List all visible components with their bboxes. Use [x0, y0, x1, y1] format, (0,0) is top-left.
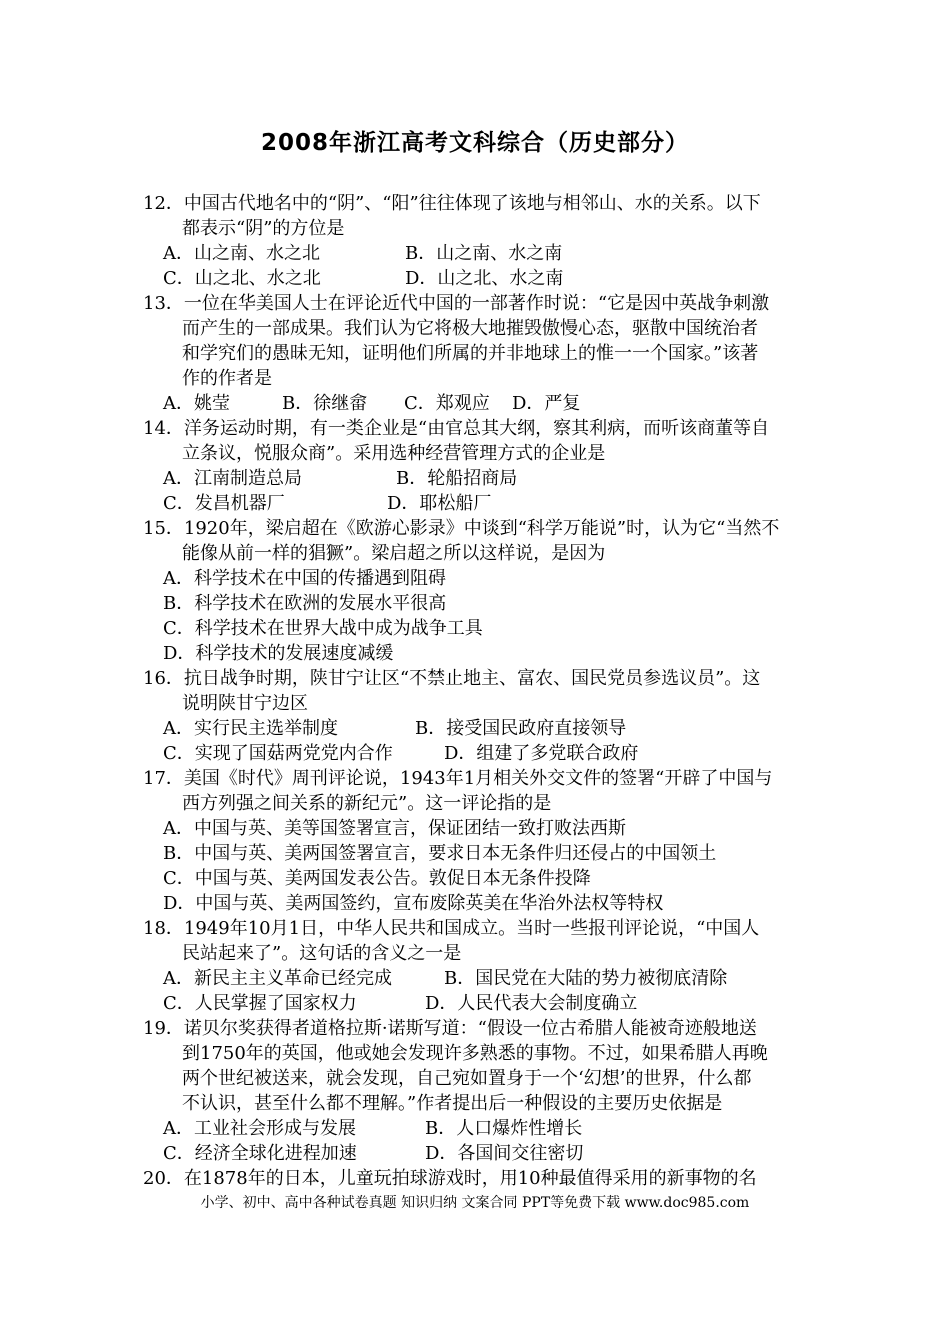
answer-option: D．科学技术的发展速度减缓	[163, 643, 394, 664]
question-stem-continued: 和学究们的愚昧无知，证明他们所属的并非地球上的惟一一个国家。”该著	[182, 343, 759, 364]
answer-option: C．实现了国菇两党党内合作	[163, 743, 393, 764]
question-stem: 19．诺贝尔奖获得者道格拉斯·诺斯写道：“假设一位古希腊人能被奇迹般地送	[143, 1018, 757, 1039]
question-stem-continued: 作的作者是	[182, 368, 272, 389]
answer-option: B．中国与英、美两国签署宣言，要求日本无条件归还侵占的中国领土	[163, 843, 717, 864]
answer-option: A．山之南、水之北	[163, 243, 320, 264]
answer-option: C．经济全球化进程加速	[163, 1143, 357, 1164]
answer-option: A．中国与英、美等国签署宣言，保证团结一致打败法西斯	[163, 818, 626, 839]
question-stem-continued: 都表示“阴”的方位是	[182, 218, 345, 239]
question-stem-continued: 不认识，甚至什么都不理解。”作者提出后一种假设的主要历史依据是	[182, 1093, 723, 1114]
answer-option: C．中国与英、美两国发表公告。敦促日本无条件投降	[163, 868, 591, 889]
answer-option: A．科学技术在中国的传播遇到阻碍	[163, 568, 446, 589]
answer-option: B．科学技术在欧洲的发展水平很高	[163, 593, 447, 614]
answer-option: C．科学技术在世界大战中成为战争工具	[163, 618, 483, 639]
question-stem-continued: 西方列强之间关系的新纪元”。这一评论指的是	[182, 793, 552, 814]
answer-option: A．工业社会形成与发展	[163, 1118, 356, 1139]
answer-option: D．中国与英、美两国签约，宣布废除英美在华治外法权等特权	[163, 893, 664, 914]
question-stem: 14．洋务运动时期，有一类企业是“由官总其大纲，察其利病，而听该商董等自	[143, 418, 770, 439]
answer-option: B．接受国民政府直接领导	[415, 718, 627, 739]
answer-option: D．山之北、水之南	[405, 268, 564, 289]
question-stem-continued: 民站起来了”。这句话的含义之一是	[182, 943, 462, 964]
answer-option: B．徐继畲	[282, 393, 368, 414]
page-title: 2008年浙江高考文科综合（历史部分）	[260, 130, 689, 156]
question-stem: 15．1920年，梁启超在《欧游心影录》中谈到“科学万能说”时，认为它“当然不	[143, 518, 780, 539]
question-stem-continued: 立条议，悦服众商”。采用选种经营管理方式的企业是	[182, 443, 606, 464]
answer-option: A．姚莹	[163, 393, 230, 414]
question-stem-continued: 两个世纪被送来，就会发现，自己宛如置身于一个‘幻想’的世界，什么都	[182, 1068, 752, 1089]
question-stem: 16．抗日战争时期，陕甘宁让区“不禁止地主、富农、国民党员参选议员”。这	[143, 668, 761, 689]
answer-option: D．人民代表大会制度确立	[425, 993, 638, 1014]
answer-option: D．耶松船厂	[387, 493, 492, 514]
question-stem-continued: 到1750年的英国，他或她会发现许多熟悉的事物。不过，如果希腊人再晚	[182, 1043, 768, 1064]
question-stem: 17．美国《时代》周刊评论说，1943年1月相关外交文件的签署“开辟了中国与	[143, 768, 773, 789]
answer-option: B．国民党在大陆的势力被彻底清除	[444, 968, 728, 989]
answer-option: B．人口爆炸性增长	[425, 1118, 583, 1139]
answer-option: C．人民掌握了国家权力	[163, 993, 357, 1014]
answer-option: A．江南制造总局	[163, 468, 302, 489]
question-stem: 13．一位在华美国人士在评论近代中国的一部著作时说：“它是因中英战争刺激	[143, 293, 770, 314]
question-stem: 12．中国古代地名中的“阴”、“阳”往往体现了该地与相邻山、水的关系。以下	[143, 193, 761, 214]
answer-option: A．新民主主义革命已经完成	[163, 968, 392, 989]
answer-option: A．实行民主选举制度	[163, 718, 338, 739]
answer-option: D．严复	[512, 393, 581, 414]
answer-option: D．组建了多党联合政府	[444, 743, 639, 764]
question-stem-continued: 能像从前一样的猖獗”。梁启超之所以这样说，是因为	[182, 543, 606, 564]
answer-option: C．郑观应	[404, 393, 490, 414]
answer-option: D．各国间交往密切	[425, 1143, 584, 1164]
answer-option: C．山之北、水之北	[163, 268, 321, 289]
question-stem: 20．在1878年的日本，儿童玩拍球游戏时，用10种最值得采用的新事物的名	[143, 1168, 757, 1189]
question-stem-continued: 而产生的一部成果。我们认为它将极大地摧毁傲慢心态，驱散中国统治者	[182, 318, 758, 339]
footer-text: 小学、初中、高中各种试卷真题 知识归纳 文案合同 PPT等免费下载 www.doc985.com	[200, 1195, 750, 1211]
answer-option: C．发昌机器厂	[163, 493, 285, 514]
answer-option: B．山之南、水之南	[405, 243, 563, 264]
answer-option: B．轮船招商局	[396, 468, 518, 489]
question-stem-continued: 说明陕甘宁边区	[182, 693, 308, 714]
question-stem: 18．1949年10月1日，中华人民共和国成立。当时一些报刊评论说，“中国人	[143, 918, 760, 939]
